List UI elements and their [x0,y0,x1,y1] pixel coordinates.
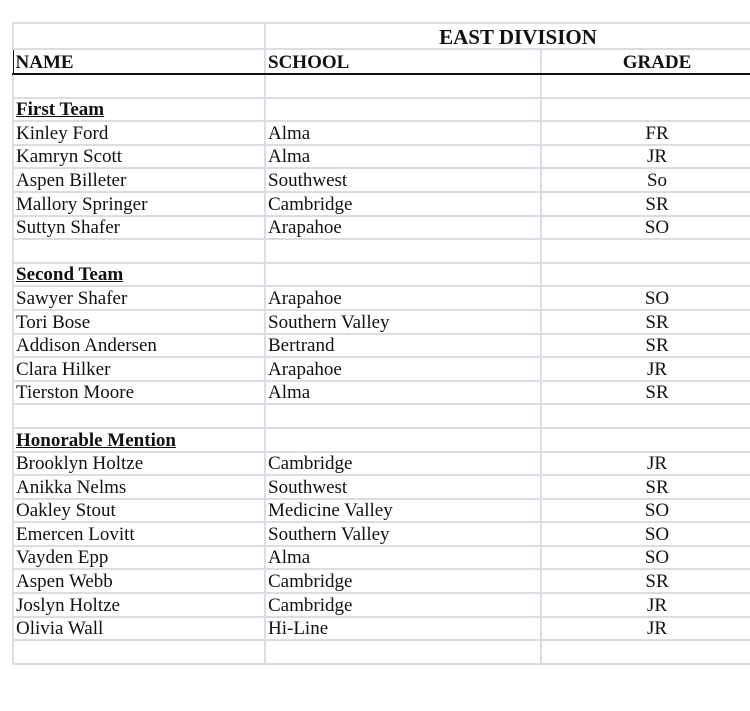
player-school[interactable]: Alma [265,381,541,405]
player-school[interactable]: Arapahoe [265,357,541,381]
table-row [13,310,750,334]
section-row [13,263,750,287]
player-school[interactable]: Southern Valley [265,310,541,334]
empty-cell[interactable] [541,640,750,664]
table-row [13,168,750,192]
player-name[interactable]: Suttyn Shafer [13,216,265,240]
header-school: SCHOOL [265,49,541,74]
player-grade[interactable]: SR [541,310,750,334]
player-name[interactable]: Tori Bose [13,310,265,334]
table-row [13,192,750,216]
empty-cell[interactable] [13,640,265,664]
table-row [13,546,750,570]
player-name[interactable]: Tierston Moore [13,381,265,405]
player-grade[interactable]: JR [541,452,750,476]
player-grade[interactable]: SO [541,216,750,240]
table-row [13,286,750,310]
player-school[interactable]: Southern Valley [265,522,541,546]
player-name[interactable]: Aspen Webb [13,569,265,593]
player-name[interactable]: Clara Hilker [13,357,265,381]
player-school[interactable]: Cambridge [265,593,541,617]
empty-cell[interactable] [541,74,750,98]
player-grade[interactable]: JR [541,357,750,381]
player-name[interactable]: Brooklyn Holtze [13,452,265,476]
player-grade[interactable]: SO [541,499,750,523]
table-row [13,145,750,169]
table-row [13,334,750,358]
empty-cell[interactable] [13,74,265,98]
table-row [13,569,750,593]
empty-cell[interactable] [265,239,541,263]
section-label[interactable]: Second Team [13,263,265,287]
player-school[interactable]: Southwest [265,475,541,499]
empty-row [13,239,750,263]
empty-row [13,74,750,98]
player-name[interactable]: Oakley Stout [13,499,265,523]
player-name[interactable]: Vayden Epp [13,546,265,570]
player-name[interactable]: Anikka Nelms [13,475,265,499]
table-row [13,475,750,499]
title-row [13,23,750,49]
player-grade[interactable]: SR [541,381,750,405]
player-grade[interactable]: SR [541,192,750,216]
player-school[interactable]: Cambridge [265,192,541,216]
empty-cell[interactable] [541,428,750,452]
player-name[interactable]: Kinley Ford [13,121,265,145]
empty-cell[interactable] [13,23,265,49]
player-name[interactable]: Olivia Wall [13,617,265,641]
player-name[interactable]: Emercen Lovitt [13,522,265,546]
player-school[interactable]: Hi-Line [265,617,541,641]
table-row [13,593,750,617]
table-row [13,522,750,546]
player-name[interactable]: Sawyer Shafer [13,286,265,310]
player-name[interactable]: Mallory Springer [13,192,265,216]
table-row [13,381,750,405]
empty-cell[interactable] [265,98,541,122]
empty-row [13,640,750,664]
player-grade[interactable]: SO [541,546,750,570]
header-grade: GRADE [541,49,750,74]
player-name[interactable]: Joslyn Holtze [13,593,265,617]
player-school[interactable]: Alma [265,145,541,169]
section-row [13,428,750,452]
empty-cell[interactable] [265,263,541,287]
roster-table [12,22,750,665]
player-grade[interactable]: SO [541,286,750,310]
player-grade[interactable]: SR [541,569,750,593]
empty-row [13,404,750,428]
empty-cell[interactable] [265,428,541,452]
player-school[interactable]: Cambridge [265,452,541,476]
section-label[interactable]: Honorable Mention [13,428,265,452]
player-school[interactable]: Arapahoe [265,216,541,240]
player-grade[interactable]: JR [541,145,750,169]
player-grade[interactable]: So [541,168,750,192]
player-grade[interactable]: JR [541,593,750,617]
empty-cell[interactable] [13,239,265,263]
empty-cell[interactable] [265,74,541,98]
player-school[interactable]: Bertrand [265,334,541,358]
player-grade[interactable]: SR [541,334,750,358]
empty-cell[interactable] [541,98,750,122]
table-row [13,121,750,145]
player-school[interactable]: Arapahoe [265,286,541,310]
table-row [13,452,750,476]
player-grade[interactable]: FR [541,121,750,145]
header-name: NAME [13,49,265,74]
division-title: EAST DIVISION [265,23,750,49]
empty-cell[interactable] [541,404,750,428]
player-school[interactable]: Southwest [265,168,541,192]
empty-cell[interactable] [541,239,750,263]
player-school[interactable]: Medicine Valley [265,499,541,523]
empty-cell[interactable] [265,404,541,428]
player-name[interactable]: Aspen Billeter [13,168,265,192]
player-grade[interactable]: JR [541,617,750,641]
header-row [13,49,750,74]
player-grade[interactable]: SR [541,475,750,499]
player-school[interactable]: Cambridge [265,569,541,593]
table-row [13,499,750,523]
player-grade[interactable]: SO [541,522,750,546]
table-row [13,357,750,381]
table-row [13,216,750,240]
section-label[interactable]: First Team [13,98,265,122]
empty-cell[interactable] [541,263,750,287]
empty-cell[interactable] [265,640,541,664]
player-name[interactable]: Kamryn Scott [13,145,265,169]
player-name[interactable]: Addison Andersen [13,334,265,358]
player-school[interactable]: Alma [265,546,541,570]
empty-cell[interactable] [13,404,265,428]
section-row [13,98,750,122]
table-row [13,617,750,641]
player-school[interactable]: Alma [265,121,541,145]
